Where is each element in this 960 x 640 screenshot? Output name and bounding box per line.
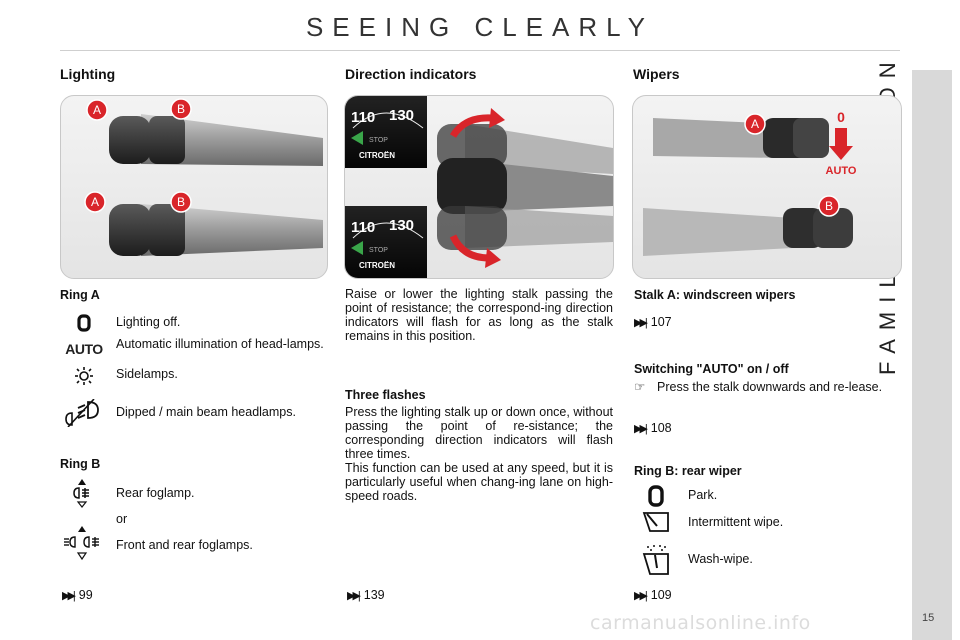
side-tab bbox=[912, 70, 952, 640]
photo-label-ring-a-top bbox=[87, 100, 107, 120]
page-ref-icon: ▶▶| bbox=[347, 590, 358, 602]
or-text: or bbox=[116, 512, 128, 526]
switching-auto-page-reference[interactable]: ▶▶| 108 bbox=[634, 421, 672, 435]
svg-text:110: 110 bbox=[351, 219, 376, 236]
svg-text:110: 110 bbox=[351, 109, 376, 126]
page-ref-icon: ▶▶| bbox=[634, 590, 645, 602]
auto-headlamps-text: Automatic illumination of head-lamps. bbox=[116, 337, 324, 351]
svg-text:130: 130 bbox=[389, 217, 415, 234]
direction-indicators-body: Raise or lower the lighting stalk passing the point of resistance; the correspond-ing direction indicators will flash for as long as the stalk remains in this position. bbox=[345, 287, 613, 343]
watermark: carmanualsonline.info bbox=[590, 612, 811, 634]
photo-label-ring-b-bottom bbox=[171, 192, 191, 212]
lighting-page-reference[interactable]: ▶▶| 99 bbox=[62, 588, 93, 602]
title-divider bbox=[60, 50, 900, 51]
photo-label-ring-b bbox=[819, 196, 839, 216]
lighting-stalk-photo bbox=[60, 95, 328, 279]
direction-indicators-page-reference[interactable]: ▶▶| 139 bbox=[347, 588, 385, 602]
svg-text:A: A bbox=[92, 103, 102, 117]
svg-text:STOP: STOP bbox=[369, 247, 388, 254]
svg-text:0: 0 bbox=[837, 109, 845, 125]
page-ref-icon: ▶▶| bbox=[634, 317, 645, 329]
wash-wipe-icon bbox=[636, 544, 676, 581]
svg-text:CITROËN: CITROËN bbox=[359, 151, 395, 160]
ring-a-heading: Ring A bbox=[60, 288, 100, 302]
lighting-heading: Lighting bbox=[60, 66, 116, 82]
sidelamps-text: Sidelamps. bbox=[116, 367, 178, 381]
wipers-page-reference[interactable]: ▶▶| 109 bbox=[634, 588, 672, 602]
section-side-label bbox=[875, 285, 901, 375]
switching-auto-text: Press the stalk downwards and re-lease. bbox=[657, 380, 883, 394]
stalk-a-page-reference[interactable]: ▶▶| 107 bbox=[634, 315, 672, 329]
three-flashes-heading: Three flashes bbox=[345, 388, 426, 402]
park-icon bbox=[636, 485, 676, 512]
front-rear-foglamps-text: Front and rear foglamps. bbox=[116, 538, 253, 552]
intermittent-wipe-text: Intermittent wipe. bbox=[688, 515, 784, 529]
switching-auto-heading: Switching "AUTO" on / off bbox=[634, 362, 789, 376]
headlamps-icon bbox=[62, 399, 106, 432]
direction-indicators-photo bbox=[344, 95, 614, 279]
svg-text:A: A bbox=[90, 195, 100, 209]
three-flashes-paragraph-2: This function can be used at any speed, but it is particularly useful when chang-ing lane on high-speed roads. bbox=[345, 461, 613, 503]
svg-text:B: B bbox=[824, 199, 834, 213]
front-rear-foglamps-icon bbox=[62, 525, 102, 568]
page-number: 15 bbox=[922, 612, 935, 624]
svg-text:CITROËN: CITROËN bbox=[359, 261, 395, 270]
wiper-stalk-illustration bbox=[633, 96, 901, 278]
page-title: SEEING CLEARLY bbox=[305, 12, 655, 42]
rear-wiper-heading: Ring B: rear wiper bbox=[634, 464, 742, 478]
svg-text:STOP: STOP bbox=[369, 137, 388, 144]
svg-text:130: 130 bbox=[389, 107, 415, 124]
rear-foglamp-text: Rear foglamp. bbox=[116, 486, 195, 500]
three-flashes-paragraph-1: Press the lighting stalk up or down once, without passing the point of re-sistance; the corresponding direction indicators will flash three times. bbox=[345, 405, 613, 461]
park-text: Park. bbox=[688, 488, 718, 502]
direction-indicators-heading: Direction indicators bbox=[345, 66, 477, 82]
photo-label-ring-a-bottom bbox=[85, 192, 105, 212]
rear-foglamp-icon bbox=[62, 478, 102, 513]
headlamps-text: Dipped / main beam headlamps. bbox=[116, 405, 296, 419]
sidelamps-icon bbox=[64, 366, 104, 391]
svg-text:B: B bbox=[176, 102, 186, 116]
direction-indicators-illustration bbox=[345, 96, 613, 278]
page-ref-icon: ▶▶| bbox=[62, 590, 73, 602]
wash-wipe-text: Wash-wipe. bbox=[688, 552, 753, 566]
auto-downward-arrow bbox=[826, 109, 857, 177]
auto-icon: AUTO bbox=[65, 341, 103, 357]
stalk-a-heading: Stalk A: windscreen wipers bbox=[634, 288, 796, 302]
svg-text:AUTO: AUTO bbox=[825, 165, 857, 177]
wipers-heading: Wipers bbox=[633, 66, 680, 82]
photo-label-ring-b-top bbox=[171, 99, 191, 119]
lighting-off-icon bbox=[64, 313, 104, 338]
lighting-off-text: Lighting off. bbox=[116, 315, 181, 329]
page-ref-icon: ▶▶| bbox=[634, 423, 645, 435]
lighting-stalk-illustration bbox=[61, 96, 327, 278]
wipers-photo bbox=[632, 95, 902, 279]
intermittent-wipe-icon bbox=[636, 510, 676, 539]
pointing-hand-icon: ☞ bbox=[634, 380, 646, 394]
svg-text:A: A bbox=[750, 117, 760, 131]
svg-text:B: B bbox=[176, 195, 186, 209]
ring-b-heading: Ring B bbox=[60, 457, 101, 471]
photo-label-stalk-a bbox=[745, 114, 765, 134]
